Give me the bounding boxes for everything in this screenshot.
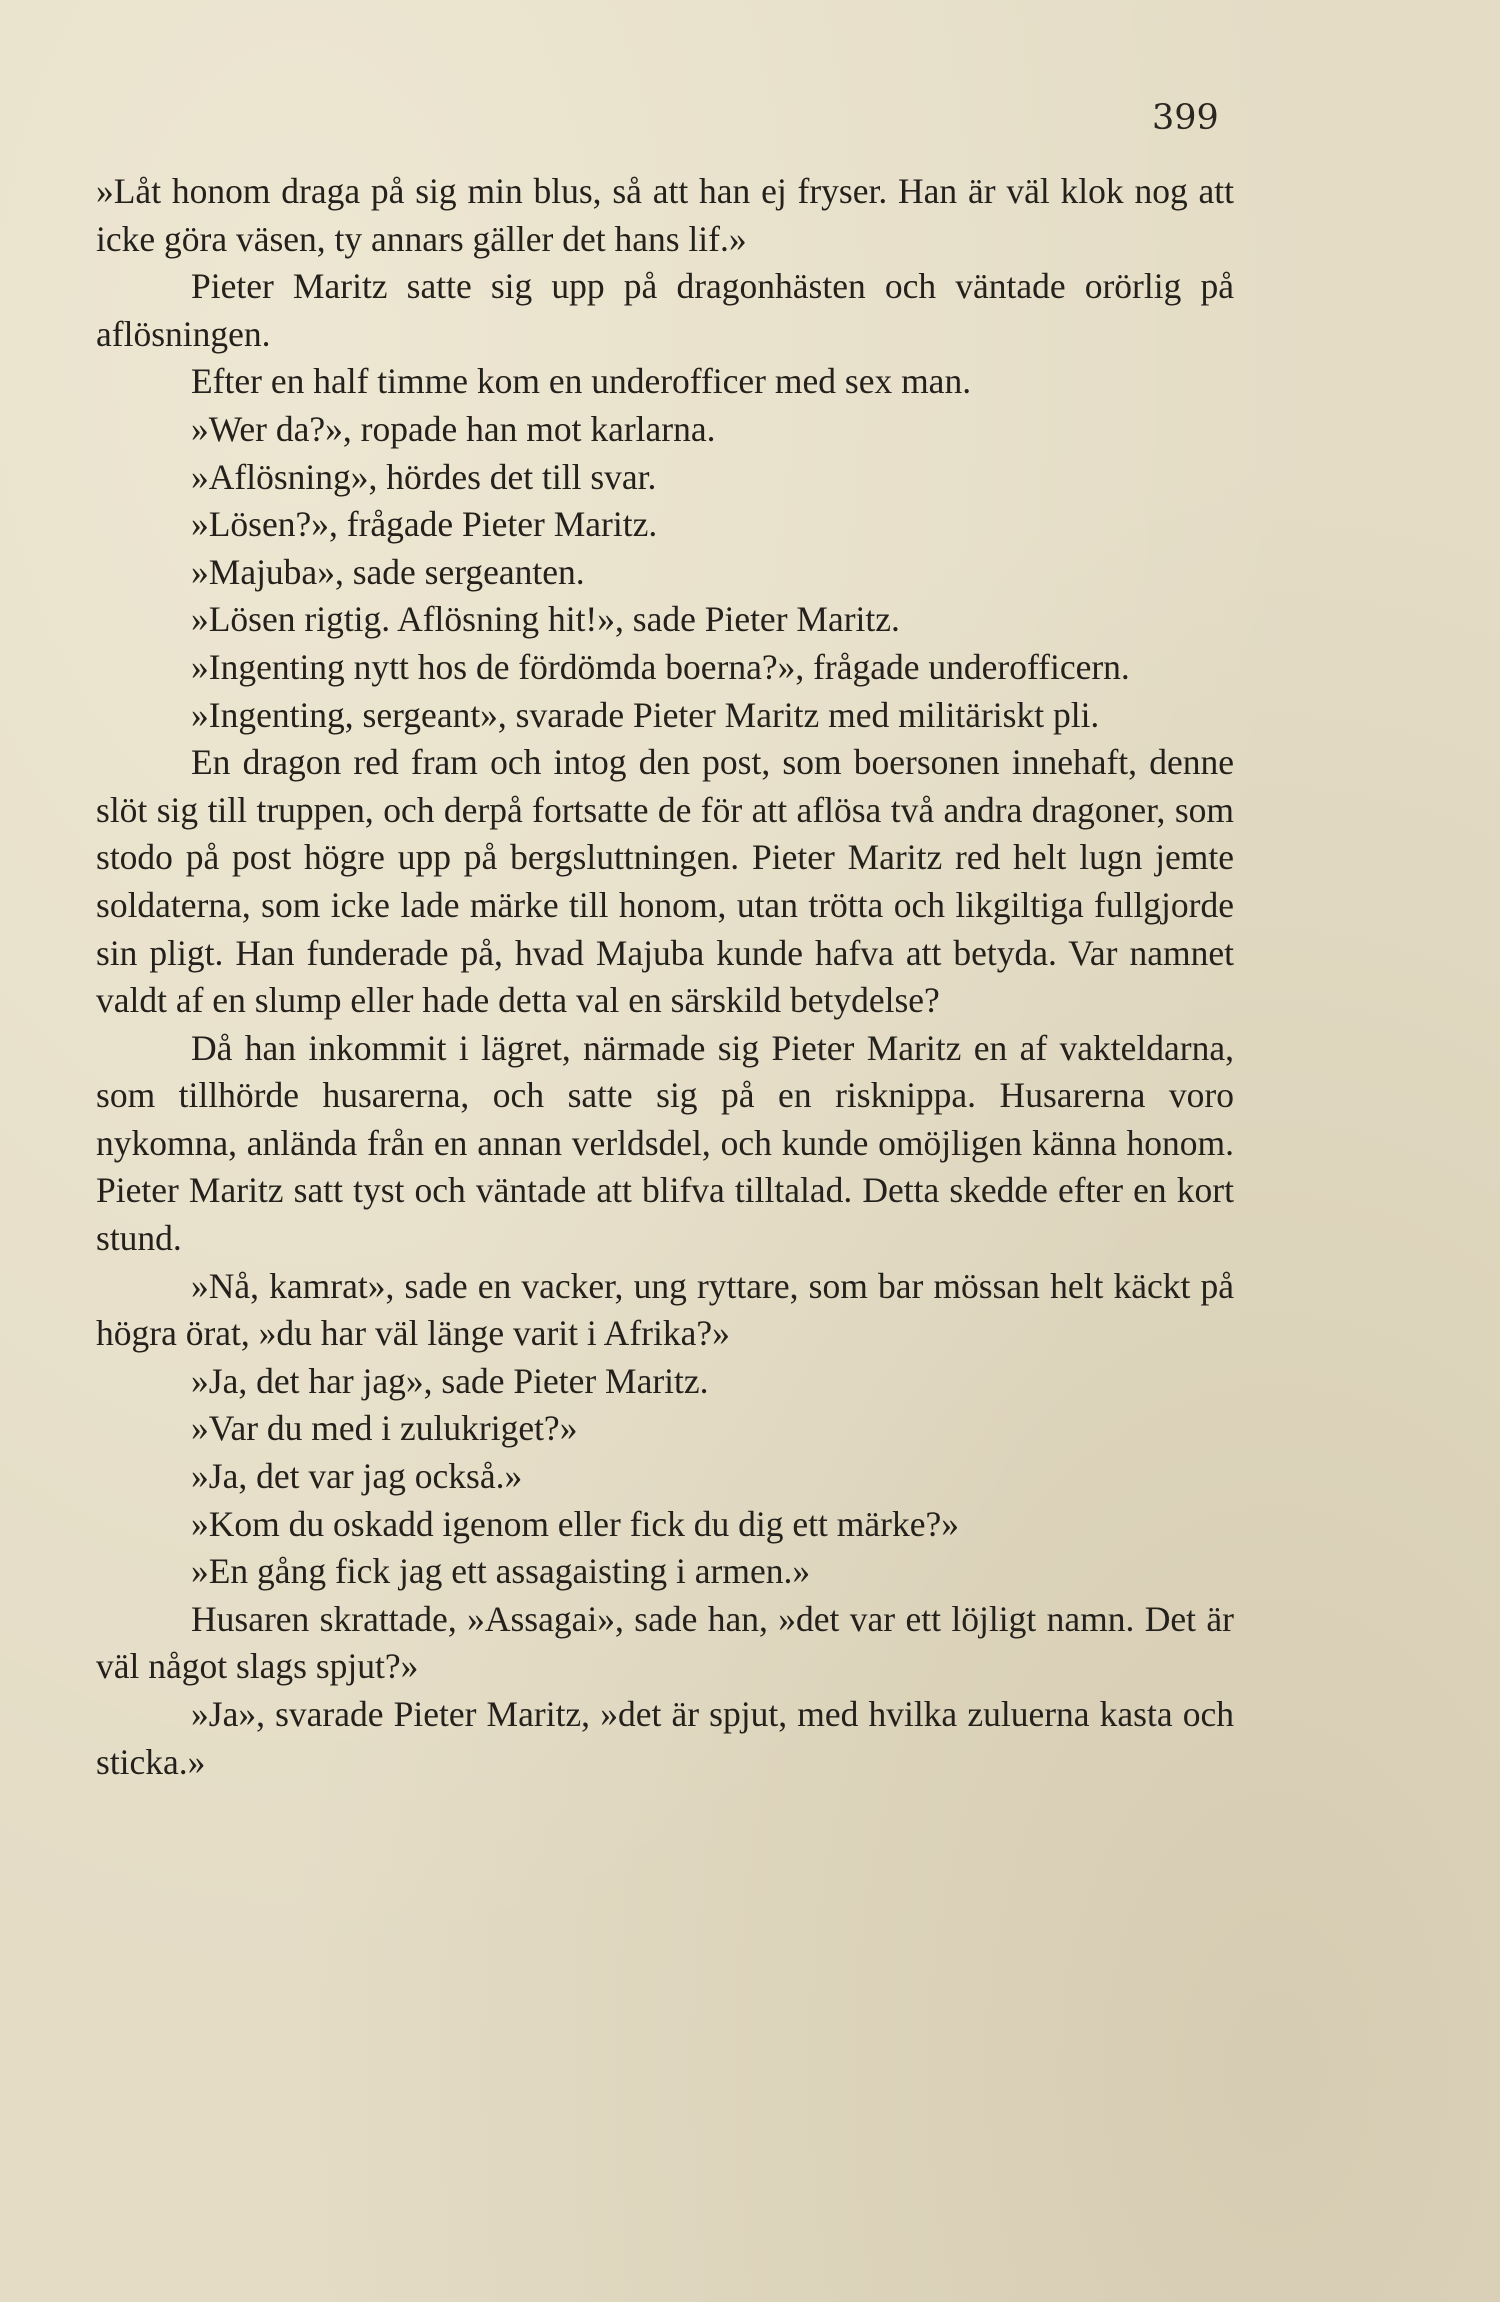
paragraph: »En gång fick jag ett assagaisting i armen.» bbox=[191, 1551, 811, 1592]
paragraph: Husaren skrattade, »Assagai», sade han, »det var ett löjligt namn. Det är väl något slags spjut?» bbox=[96, 1598, 1234, 1687]
paragraph: Pieter Maritz satte sig upp på dragonhästen och väntade orörlig på aflösningen. bbox=[96, 266, 1234, 354]
paragraph: »Lösen?», frågade Pieter Maritz. bbox=[191, 504, 658, 545]
paragraph: »Kom du oskadd igenom eller fick du dig ett märke?» bbox=[191, 1503, 959, 1544]
paragraph: »Var du med i zulukriget?» bbox=[191, 1408, 578, 1449]
paragraph: »Ingenting, sergeant», svarade Pieter Maritz med militäriskt pli. bbox=[191, 694, 1100, 735]
paragraph: »Ingenting nytt hos de fördömda boerna?», frågade underofficern. bbox=[191, 646, 1130, 687]
paragraph: »Aflösning», hördes det till svar. bbox=[191, 456, 657, 497]
paragraph: »Lösen rigtig. Aflösning hit!», sade Pieter Maritz. bbox=[191, 599, 900, 640]
paragraph: En dragon red fram och intog den post, som boersonen innehaft, denne slöt sig till truppen, och derpå fortsatte de för att aflösa två andra dragoner, som stodo på post högre upp på bergsluttningen. Pieter Maritz red helt lugn jemte soldaterna, som icke lade märke till honom, utan trötta och likgiltiga fullgjorde sin pligt. Han funderade på, hvad Majuba kunde hafva att betyda. Var namnet valdt af en slump eller hade detta val en särskild betydelse? bbox=[96, 742, 1234, 1021]
paragraph: »Majuba», sade sergeanten. bbox=[191, 551, 585, 592]
paragraph: »Ja, det har jag», sade Pieter Maritz. bbox=[191, 1360, 709, 1401]
paragraph: »Ja», svarade Pieter Maritz, »det är spjut, med hvilka zuluerna kasta och sticka.» bbox=[96, 1694, 1234, 1782]
body-text bbox=[96, 168, 1234, 1786]
paragraph: »Låt honom draga på sig min blus, så att han ej fryser. Han är väl klok nog att icke göra väsen, ty annars gäller det hans lif.» bbox=[96, 171, 1234, 259]
paragraph: »Wer da?», ropade han mot karlarna. bbox=[191, 408, 716, 449]
paragraph: Efter en half timme kom en underofficer med sex man. bbox=[191, 361, 972, 402]
page-number: 399 bbox=[1152, 98, 1219, 138]
paragraph: Då han inkommit i lägret, närmade sig Pieter Maritz en af vakteldarna, som tillhörde husarerna, och satte sig på en risknippa. Husarerna voro nykomna, anlända från en annan verldsdel, och kunde omöjligen känna honom. Pieter Maritz satt tyst och väntade att blifva tilltalad. Detta skedde efter en kort stund. bbox=[96, 1027, 1234, 1259]
paragraph: »Ja, det var jag också.» bbox=[191, 1456, 523, 1497]
paragraph: »Nå, kamrat», sade en vacker, ung ryttare, som bar mössan helt käckt på högra örat, »du har väl länge varit i Afrika?» bbox=[96, 1265, 1234, 1354]
